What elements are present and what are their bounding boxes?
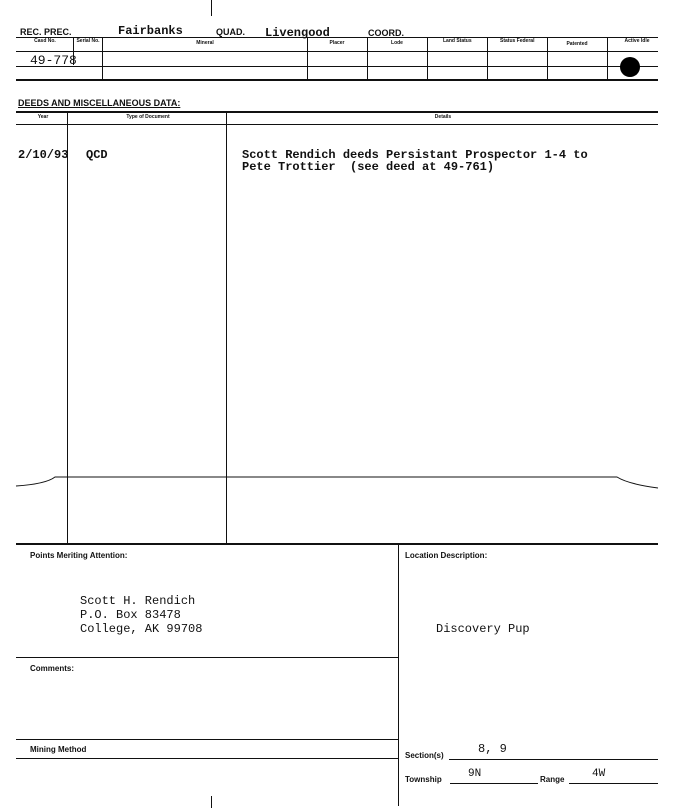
deed-details-line-2: Pete Trottier (see deed at 49-761) <box>242 160 495 174</box>
header-rule-1 <box>16 37 658 38</box>
comments-label: Comments: <box>30 664 75 673</box>
col-mineral: Mineral <box>196 40 214 46</box>
quad-value: Livengood <box>265 26 330 40</box>
header-divider <box>487 37 488 79</box>
header-divider <box>102 37 103 79</box>
range-value: 4W <box>592 768 606 780</box>
lower-section-top-rule <box>16 543 658 545</box>
col-patented: Patented <box>566 41 588 47</box>
quad-label: QUAD. <box>216 27 245 37</box>
col-type-of-document: Type of Document <box>126 114 170 120</box>
points-line-2: P.O. Box 83478 <box>80 608 181 622</box>
header-divider <box>427 37 428 79</box>
deeds-header-top-rule <box>16 111 658 113</box>
rec-prec-label: REC. PREC. <box>20 27 72 37</box>
rec-prec-value: Fairbanks <box>118 24 183 38</box>
header-rule-3 <box>16 66 658 67</box>
mining-method-bottom-rule <box>16 758 398 759</box>
comments-top-rule <box>16 657 398 658</box>
coord-label: COORD. <box>368 28 404 38</box>
mining-method-top-rule <box>16 739 398 740</box>
deed-details-line-1: Scott Rendich deeds Persistant Prospector 1-4 to <box>242 148 588 162</box>
header-divider <box>367 37 368 79</box>
header-divider <box>547 37 548 79</box>
registration-mark-bottom <box>211 796 212 808</box>
header-rule-2 <box>16 51 658 52</box>
header-divider <box>307 37 308 79</box>
points-meriting-attention-label: Points Meriting Attention: <box>30 551 128 560</box>
col-details: Details <box>434 114 452 120</box>
col-lode: Lode <box>391 40 403 46</box>
deeds-section-title: DEEDS AND MISCELLANEOUS DATA: <box>18 98 181 108</box>
deeds-header-bottom-rule <box>16 124 658 125</box>
deed-type: QCD <box>86 148 108 162</box>
location-description-value: Discovery Pup <box>436 622 530 636</box>
location-description-label: Location Description: <box>405 551 488 560</box>
col-active-idle: Active Idle <box>624 38 650 44</box>
range-underline <box>569 783 658 784</box>
points-line-3: College, AK 99708 <box>80 622 203 636</box>
lower-section-center-divider <box>398 544 399 806</box>
col-placer: Placer <box>329 40 345 46</box>
registration-mark-top <box>211 0 212 16</box>
township-underline <box>450 783 538 784</box>
col-year: Year <box>37 114 49 120</box>
col-land-status: Land Status <box>443 38 472 44</box>
col-casd-no: Casd No. <box>34 38 56 44</box>
township-label: Township <box>405 775 442 784</box>
casd-number-value: 49-778 <box>30 53 77 68</box>
header-divider <box>607 37 608 79</box>
page-fold-line <box>0 462 678 502</box>
header-rule-4 <box>16 79 658 81</box>
range-label: Range <box>540 775 565 784</box>
active-filled-dot <box>620 57 640 77</box>
mining-method-label: Mining Method <box>30 745 87 754</box>
section-underline <box>449 759 658 760</box>
points-line-1: Scott H. Rendich <box>80 594 196 608</box>
deed-year: 2/10/93 <box>18 148 69 162</box>
township-value: 9N <box>468 768 482 780</box>
col-status-federal: Status Federal <box>500 38 535 44</box>
section-label: Section(s) <box>405 751 444 760</box>
col-serial-no: Serial No. <box>76 38 100 44</box>
section-value: 8, 9 <box>478 742 507 756</box>
